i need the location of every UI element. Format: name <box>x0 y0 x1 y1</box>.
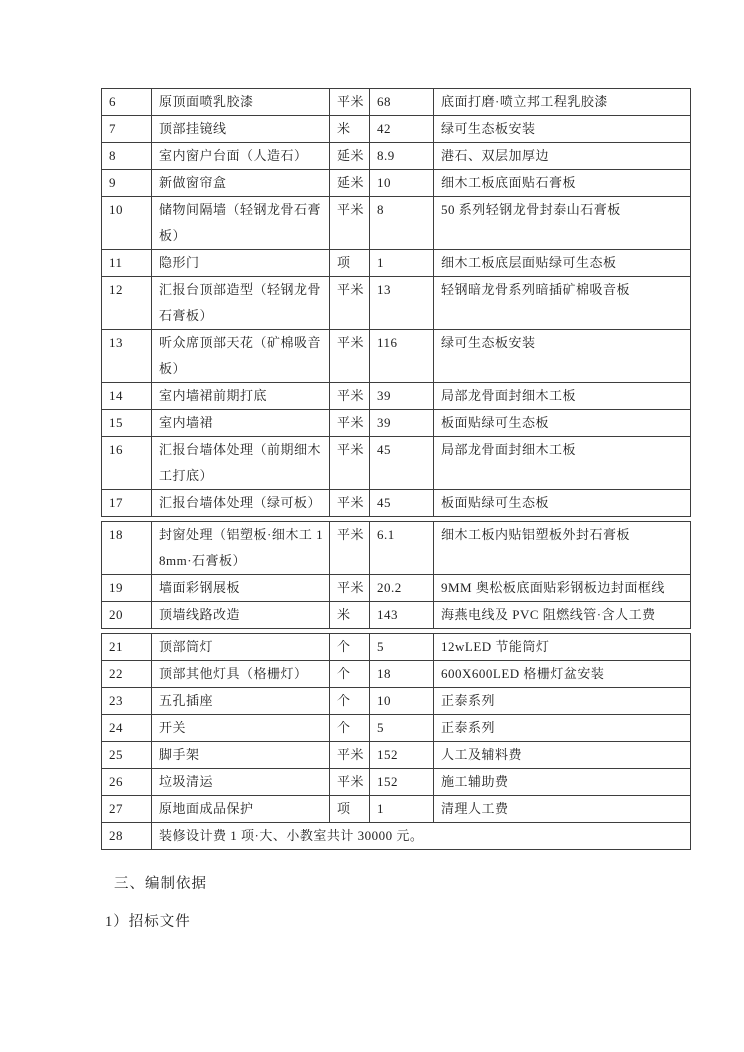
unit-cell: 平米 <box>330 522 370 575</box>
unit-cell: 平米 <box>330 769 370 796</box>
table-row <box>102 116 691 143</box>
description-cell: 施工辅助费 <box>434 769 691 796</box>
row-number-cell: 26 <box>102 769 152 796</box>
row-number-cell: 16 <box>102 437 152 490</box>
table-row <box>102 742 691 769</box>
quantity-cell: 39 <box>370 383 434 410</box>
unit-cell: 平米 <box>330 742 370 769</box>
description-cell: 人工及辅料费 <box>434 742 691 769</box>
row-number-cell: 7 <box>102 116 152 143</box>
unit-cell: 米 <box>330 602 370 629</box>
item-name-cell: 原顶面喷乳胶漆 <box>152 89 330 116</box>
table-row <box>102 250 691 277</box>
description-cell: 海燕电线及 PVC 阻燃线管·含人工费 <box>434 602 691 629</box>
item-name-cell: 室内墙裙前期打底 <box>152 383 330 410</box>
unit-cell: 平米 <box>330 437 370 490</box>
table-section-3 <box>101 633 691 850</box>
item-name-cell: 五孔插座 <box>152 688 330 715</box>
table-row <box>102 575 691 602</box>
item-name-cell: 新做窗帘盒 <box>152 170 330 197</box>
description-cell: 600X600LED 格栅灯盆安装 <box>434 661 691 688</box>
table-row <box>102 143 691 170</box>
item-name-cell: 隐形门 <box>152 250 330 277</box>
unit-cell: 个 <box>330 634 370 661</box>
quantity-cell: 5 <box>370 715 434 742</box>
item-name-cell: 顶部其他灯具（格栅灯） <box>152 661 330 688</box>
quantity-cell: 20.2 <box>370 575 434 602</box>
item-name-cell: 汇报台墙体处理（前期细木工打底） <box>152 437 330 490</box>
quantity-cell: 152 <box>370 769 434 796</box>
item-name-cell: 封窗处理（铝塑板·细木工 18mm·石膏板） <box>152 522 330 575</box>
description-cell: 12wLED 节能筒灯 <box>434 634 691 661</box>
table-row <box>102 769 691 796</box>
quantity-cell: 6.1 <box>370 522 434 575</box>
description-cell: 局部龙骨面封细木工板 <box>434 383 691 410</box>
unit-cell: 平米 <box>330 197 370 250</box>
description-cell: 细木工板底面贴石膏板 <box>434 170 691 197</box>
unit-cell: 项 <box>330 250 370 277</box>
unit-cell: 延米 <box>330 143 370 170</box>
item-name-cell: 垃圾清运 <box>152 769 330 796</box>
table-row <box>102 688 691 715</box>
table-row <box>102 410 691 437</box>
row-number-cell: 15 <box>102 410 152 437</box>
quantity-cell: 1 <box>370 250 434 277</box>
item-name-cell: 室内墙裙 <box>152 410 330 437</box>
description-cell: 细木工板内贴铝塑板外封石膏板 <box>434 522 691 575</box>
description-cell: 正泰系列 <box>434 715 691 742</box>
unit-cell: 个 <box>330 661 370 688</box>
row-number-cell: 28 <box>102 823 152 850</box>
quantity-cell: 1 <box>370 796 434 823</box>
row-number-cell: 13 <box>102 330 152 383</box>
table-row <box>102 277 691 330</box>
quantity-cell: 152 <box>370 742 434 769</box>
quantity-cell: 42 <box>370 116 434 143</box>
description-cell: 9MM 奥松板底面贴彩钢板边封面框线 <box>434 575 691 602</box>
row-number-cell: 20 <box>102 602 152 629</box>
description-cell: 正泰系列 <box>434 688 691 715</box>
item-name-cell: 顶部挂镜线 <box>152 116 330 143</box>
unit-cell: 平米 <box>330 410 370 437</box>
item-name-cell: 开关 <box>152 715 330 742</box>
unit-cell: 个 <box>330 688 370 715</box>
description-cell: 绿可生态板安装 <box>434 330 691 383</box>
unit-cell: 米 <box>330 116 370 143</box>
row-number-cell: 9 <box>102 170 152 197</box>
item-name-cell: 脚手架 <box>152 742 330 769</box>
description-cell: 板面贴绿可生态板 <box>434 410 691 437</box>
table-row <box>102 437 691 490</box>
table-row <box>102 634 691 661</box>
description-cell: 50 系列轻钢龙骨封泰山石膏板 <box>434 197 691 250</box>
quantity-cell: 143 <box>370 602 434 629</box>
unit-cell: 平米 <box>330 575 370 602</box>
row-number-cell: 17 <box>102 490 152 517</box>
table-row <box>102 89 691 116</box>
row-number-cell: 8 <box>102 143 152 170</box>
row-number-cell: 27 <box>102 796 152 823</box>
table-row <box>102 522 691 575</box>
row-number-cell: 10 <box>102 197 152 250</box>
item-name-cell: 原地面成品保护 <box>152 796 330 823</box>
unit-cell: 个 <box>330 715 370 742</box>
item-name-cell: 顶墙线路改造 <box>152 602 330 629</box>
unit-cell: 项 <box>330 796 370 823</box>
item-name-cell: 储物间隔墙（轻钢龙骨石膏板） <box>152 197 330 250</box>
quantity-cell: 39 <box>370 410 434 437</box>
quantity-cell: 5 <box>370 634 434 661</box>
quantity-cell: 68 <box>370 89 434 116</box>
quantity-cell: 116 <box>370 330 434 383</box>
description-cell: 板面贴绿可生态板 <box>434 490 691 517</box>
item-name-cell: 听众席顶部天花（矿棉吸音板） <box>152 330 330 383</box>
row-number-cell: 23 <box>102 688 152 715</box>
unit-cell: 平米 <box>330 330 370 383</box>
quantity-cell: 18 <box>370 661 434 688</box>
row-number-cell: 12 <box>102 277 152 330</box>
item-name-cell: 顶部筒灯 <box>152 634 330 661</box>
row-number-cell: 18 <box>102 522 152 575</box>
row-number-cell: 21 <box>102 634 152 661</box>
description-cell: 细木工板底层面贴绿可生态板 <box>434 250 691 277</box>
item-name-cell: 汇报台顶部造型（轻钢龙骨石膏板） <box>152 277 330 330</box>
item-name-cell: 室内窗户台面（人造石） <box>152 143 330 170</box>
table-section-1 <box>101 88 691 517</box>
item-name-cell: 汇报台墙体处理（绿可板） <box>152 490 330 517</box>
row-number-cell: 22 <box>102 661 152 688</box>
description-cell: 轻钢暗龙骨系列暗插矿棉吸音板 <box>434 277 691 330</box>
quantity-cell: 10 <box>370 688 434 715</box>
description-cell: 底面打磨·喷立邦工程乳胶漆 <box>434 89 691 116</box>
row-number-cell: 24 <box>102 715 152 742</box>
table-row <box>102 823 691 850</box>
row-number-cell: 19 <box>102 575 152 602</box>
unit-cell: 平米 <box>330 490 370 517</box>
table-row <box>102 330 691 383</box>
quantity-cell: 10 <box>370 170 434 197</box>
section-heading: 三、编制依据 <box>114 876 207 892</box>
quantity-cell: 8.9 <box>370 143 434 170</box>
description-cell: 局部龙骨面封细木工板 <box>434 437 691 490</box>
row-number-cell: 14 <box>102 383 152 410</box>
row-number-cell: 25 <box>102 742 152 769</box>
item-name-cell: 墙面彩钢展板 <box>152 575 330 602</box>
table-row <box>102 796 691 823</box>
table-section-2 <box>101 521 691 629</box>
unit-cell: 平米 <box>330 277 370 330</box>
table-row <box>102 490 691 517</box>
table-row <box>102 661 691 688</box>
table-row <box>102 170 691 197</box>
merged-note-cell: 装修设计费 1 项·大、小教室共计 30000 元。 <box>152 823 691 850</box>
row-number-cell: 11 <box>102 250 152 277</box>
description-cell: 清理人工费 <box>434 796 691 823</box>
table-row <box>102 383 691 410</box>
unit-cell: 平米 <box>330 89 370 116</box>
unit-cell: 延米 <box>330 170 370 197</box>
table-row <box>102 715 691 742</box>
quantity-cell: 13 <box>370 277 434 330</box>
unit-cell: 平米 <box>330 383 370 410</box>
quantity-cell: 45 <box>370 490 434 517</box>
description-cell: 港石、双层加厚边 <box>434 143 691 170</box>
table-row <box>102 602 691 629</box>
cost-items-table <box>101 88 690 854</box>
list-item-1: 1）招标文件 <box>105 914 191 930</box>
row-number-cell: 6 <box>102 89 152 116</box>
quantity-cell: 45 <box>370 437 434 490</box>
description-cell: 绿可生态板安装 <box>434 116 691 143</box>
table-row <box>102 197 691 250</box>
quantity-cell: 8 <box>370 197 434 250</box>
